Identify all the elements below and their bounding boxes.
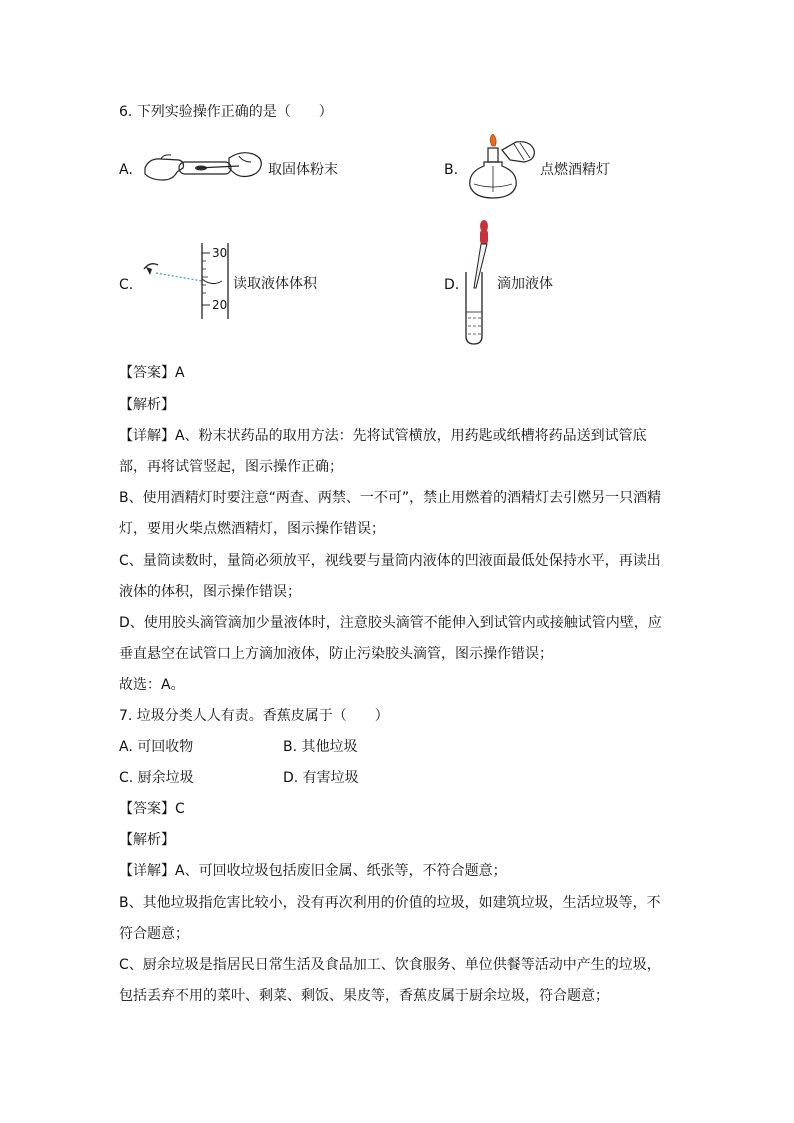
q6-stem: 6. 下列实验操作正确的是（ ） [119, 104, 333, 120]
q7-option-d: D. 有害垃圾 [283, 770, 359, 786]
q6-detail-line: 故选：A。 [119, 677, 185, 693]
q6-option-c-caption: 读取液体体积 [233, 276, 317, 292]
q6-detail-line: D、使用胶头滴管滴加少量液体时，注意胶头滴管不能伸入到试管内或接触试管内壁，应 [119, 615, 662, 631]
cylinder-scale-top: 30 [212, 246, 228, 260]
q6-detail-line: 垂直悬空在试管口上方滴加液体，防止污染胶头滴管，图示操作错误； [119, 646, 553, 662]
q6-option-d-letter: D. [444, 277, 460, 293]
q7-detail-line: B、其他垃圾指危害比较小，没有再次利用的价值的垃圾，如建筑垃圾，生活垃圾等，不 [119, 895, 661, 911]
q7-option-b: B. 其他垃圾 [283, 739, 358, 755]
cylinder-scale-bottom: 20 [212, 298, 228, 312]
q7-detail-line: 符合题意； [119, 926, 189, 942]
q7-option-c: C. 厨余垃圾 [119, 770, 194, 786]
q6-detail-line: C、量筒读数时，量筒必须放平，视线要与量筒内液体的凹液面最低处保持水平，再读出 [119, 553, 661, 569]
test-tube-powder-figure [143, 146, 265, 190]
q7-analysis-label: 【解析】 [119, 832, 175, 848]
dropper-test-tube-figure [458, 218, 494, 346]
q7-detail-line: 【详解】A、可回收垃圾包括废旧金属、纸张等，不符合题意； [119, 863, 507, 879]
q6-option-a-caption: 取固体粉末 [268, 162, 338, 178]
q7-answer: 【答案】C [119, 801, 185, 817]
q7-stem: 7. 垃圾分类人人有责。香蕉皮属于（ ） [119, 708, 389, 724]
alcohol-lamp-lighting-figure [462, 134, 540, 208]
q6-option-d-caption: 滴加液体 [497, 276, 553, 292]
q6-detail-line: B、使用酒精灯时要注意“两查、两禁、一不可”，禁止用燃着的酒精灯去引燃另一只酒精 [119, 490, 662, 506]
q6-option-b-letter: B. [444, 162, 459, 178]
q7-detail-line: C、厨余垃圾是指居民日常生活及食品加工、饮食服务、单位供餐等活动中产生的垃圾， [119, 957, 661, 973]
q6-detail-line: 部，再将试管竖起，图示操作正确； [119, 459, 343, 475]
q6-option-b-caption: 点燃酒精灯 [540, 162, 610, 178]
q6-option-c-letter: C. [119, 277, 134, 293]
q6-answer: 【答案】A [119, 365, 185, 381]
q7-detail-line: 包括丢弃不用的菜叶、剩菜、剩饭、果皮等，香蕉皮属于厨余垃圾，符合题意； [119, 988, 609, 1004]
q6-analysis-label: 【解析】 [119, 397, 175, 413]
q6-detail-line: 【详解】A、粉末状药品的取用方法：先将试管横放，用药匙或纸槽将药品送到试管底 [119, 428, 647, 444]
q6-option-a-letter: A. [119, 162, 133, 178]
q7-option-a: A. 可回收物 [119, 739, 194, 755]
q6-detail-line: 灯，要用火柴点燃酒精灯，图示操作错误； [119, 521, 385, 537]
q6-detail-line: 液体的体积，图示操作错误； [119, 584, 301, 600]
